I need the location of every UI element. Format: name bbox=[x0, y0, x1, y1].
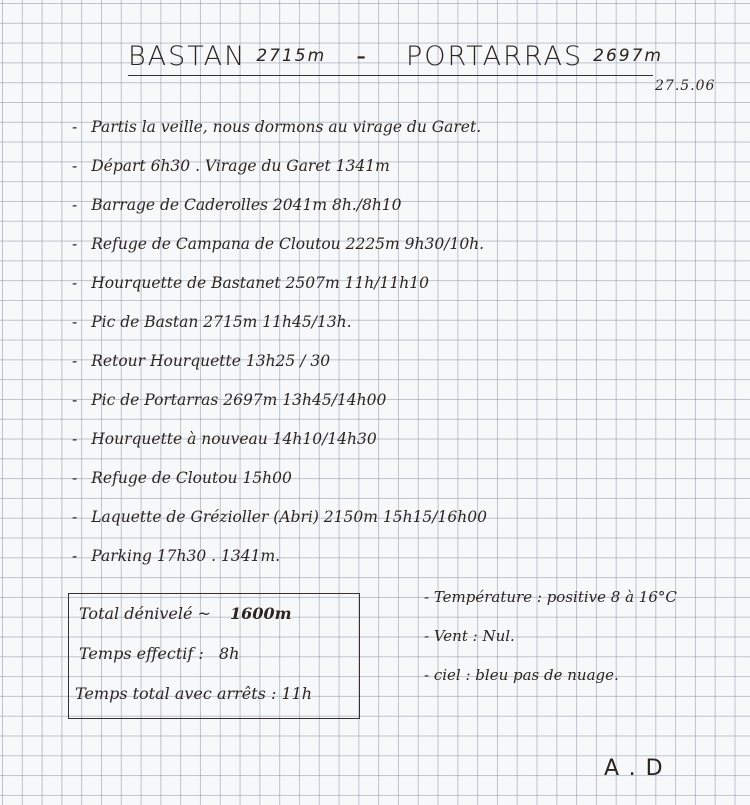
log-line: - Partis la veille, nous dormons au virage du Garet. bbox=[72, 118, 482, 136]
log-line: - Refuge de Cloutou 15h00 bbox=[72, 469, 292, 487]
summary-total: Temps total avec arrêts : 11h bbox=[75, 684, 313, 703]
title-altitude-1: 2715m bbox=[256, 46, 327, 66]
log-line: - Barrage de Caderolles 2041m 8h./8h10 bbox=[72, 196, 402, 214]
summary-denivele bbox=[79, 604, 292, 623]
date: 27.5.06 bbox=[655, 78, 716, 94]
summary-effectif bbox=[79, 644, 239, 663]
denivele-label: Total dénivelé ~ bbox=[79, 604, 211, 623]
log-line: - Laquette de Grézioller (Abri) 2150m 15h15/16h00 bbox=[72, 508, 487, 526]
log-line: - Départ 6h30 . Virage du Garet 1341m bbox=[72, 157, 390, 175]
title-underline bbox=[128, 75, 653, 76]
log-line: - Pic de Portarras 2697m 13h45/14h00 bbox=[72, 391, 387, 409]
title-altitude-2: 2697m bbox=[593, 46, 663, 66]
weather-temperature: - Température : positive 8 à 16°C bbox=[424, 588, 677, 606]
log-line: - Hourquette à nouveau 14h10/14h30 bbox=[72, 430, 377, 448]
weather-wind: - Vent : Nul. bbox=[424, 627, 515, 645]
log-line: - Pic de Bastan 2715m 11h45/13h. bbox=[72, 313, 352, 331]
log-line: - Parking 17h30 . 1341m. bbox=[72, 547, 281, 565]
denivele-value: 1600m bbox=[230, 604, 292, 623]
title-peak-1: BASTAN bbox=[128, 40, 247, 72]
title-separator: - bbox=[356, 40, 368, 72]
page-title bbox=[128, 34, 663, 78]
weather-sky: - ciel : bleu pas de nuage. bbox=[424, 666, 619, 684]
effectif-value: 8h bbox=[218, 644, 240, 663]
log-line: - Refuge de Campana de Cloutou 2225m 9h30/10h. bbox=[72, 235, 485, 253]
signature: A.D bbox=[604, 756, 673, 781]
log-line: - Retour Hourquette 13h25 / 30 bbox=[72, 352, 331, 370]
title-peak-2: PORTARRAS bbox=[405, 40, 584, 72]
log-line: - Hourquette de Bastanet 2507m 11h/11h10 bbox=[72, 274, 429, 292]
effectif-label: Temps effectif : bbox=[79, 644, 204, 663]
summary-box bbox=[68, 593, 360, 719]
